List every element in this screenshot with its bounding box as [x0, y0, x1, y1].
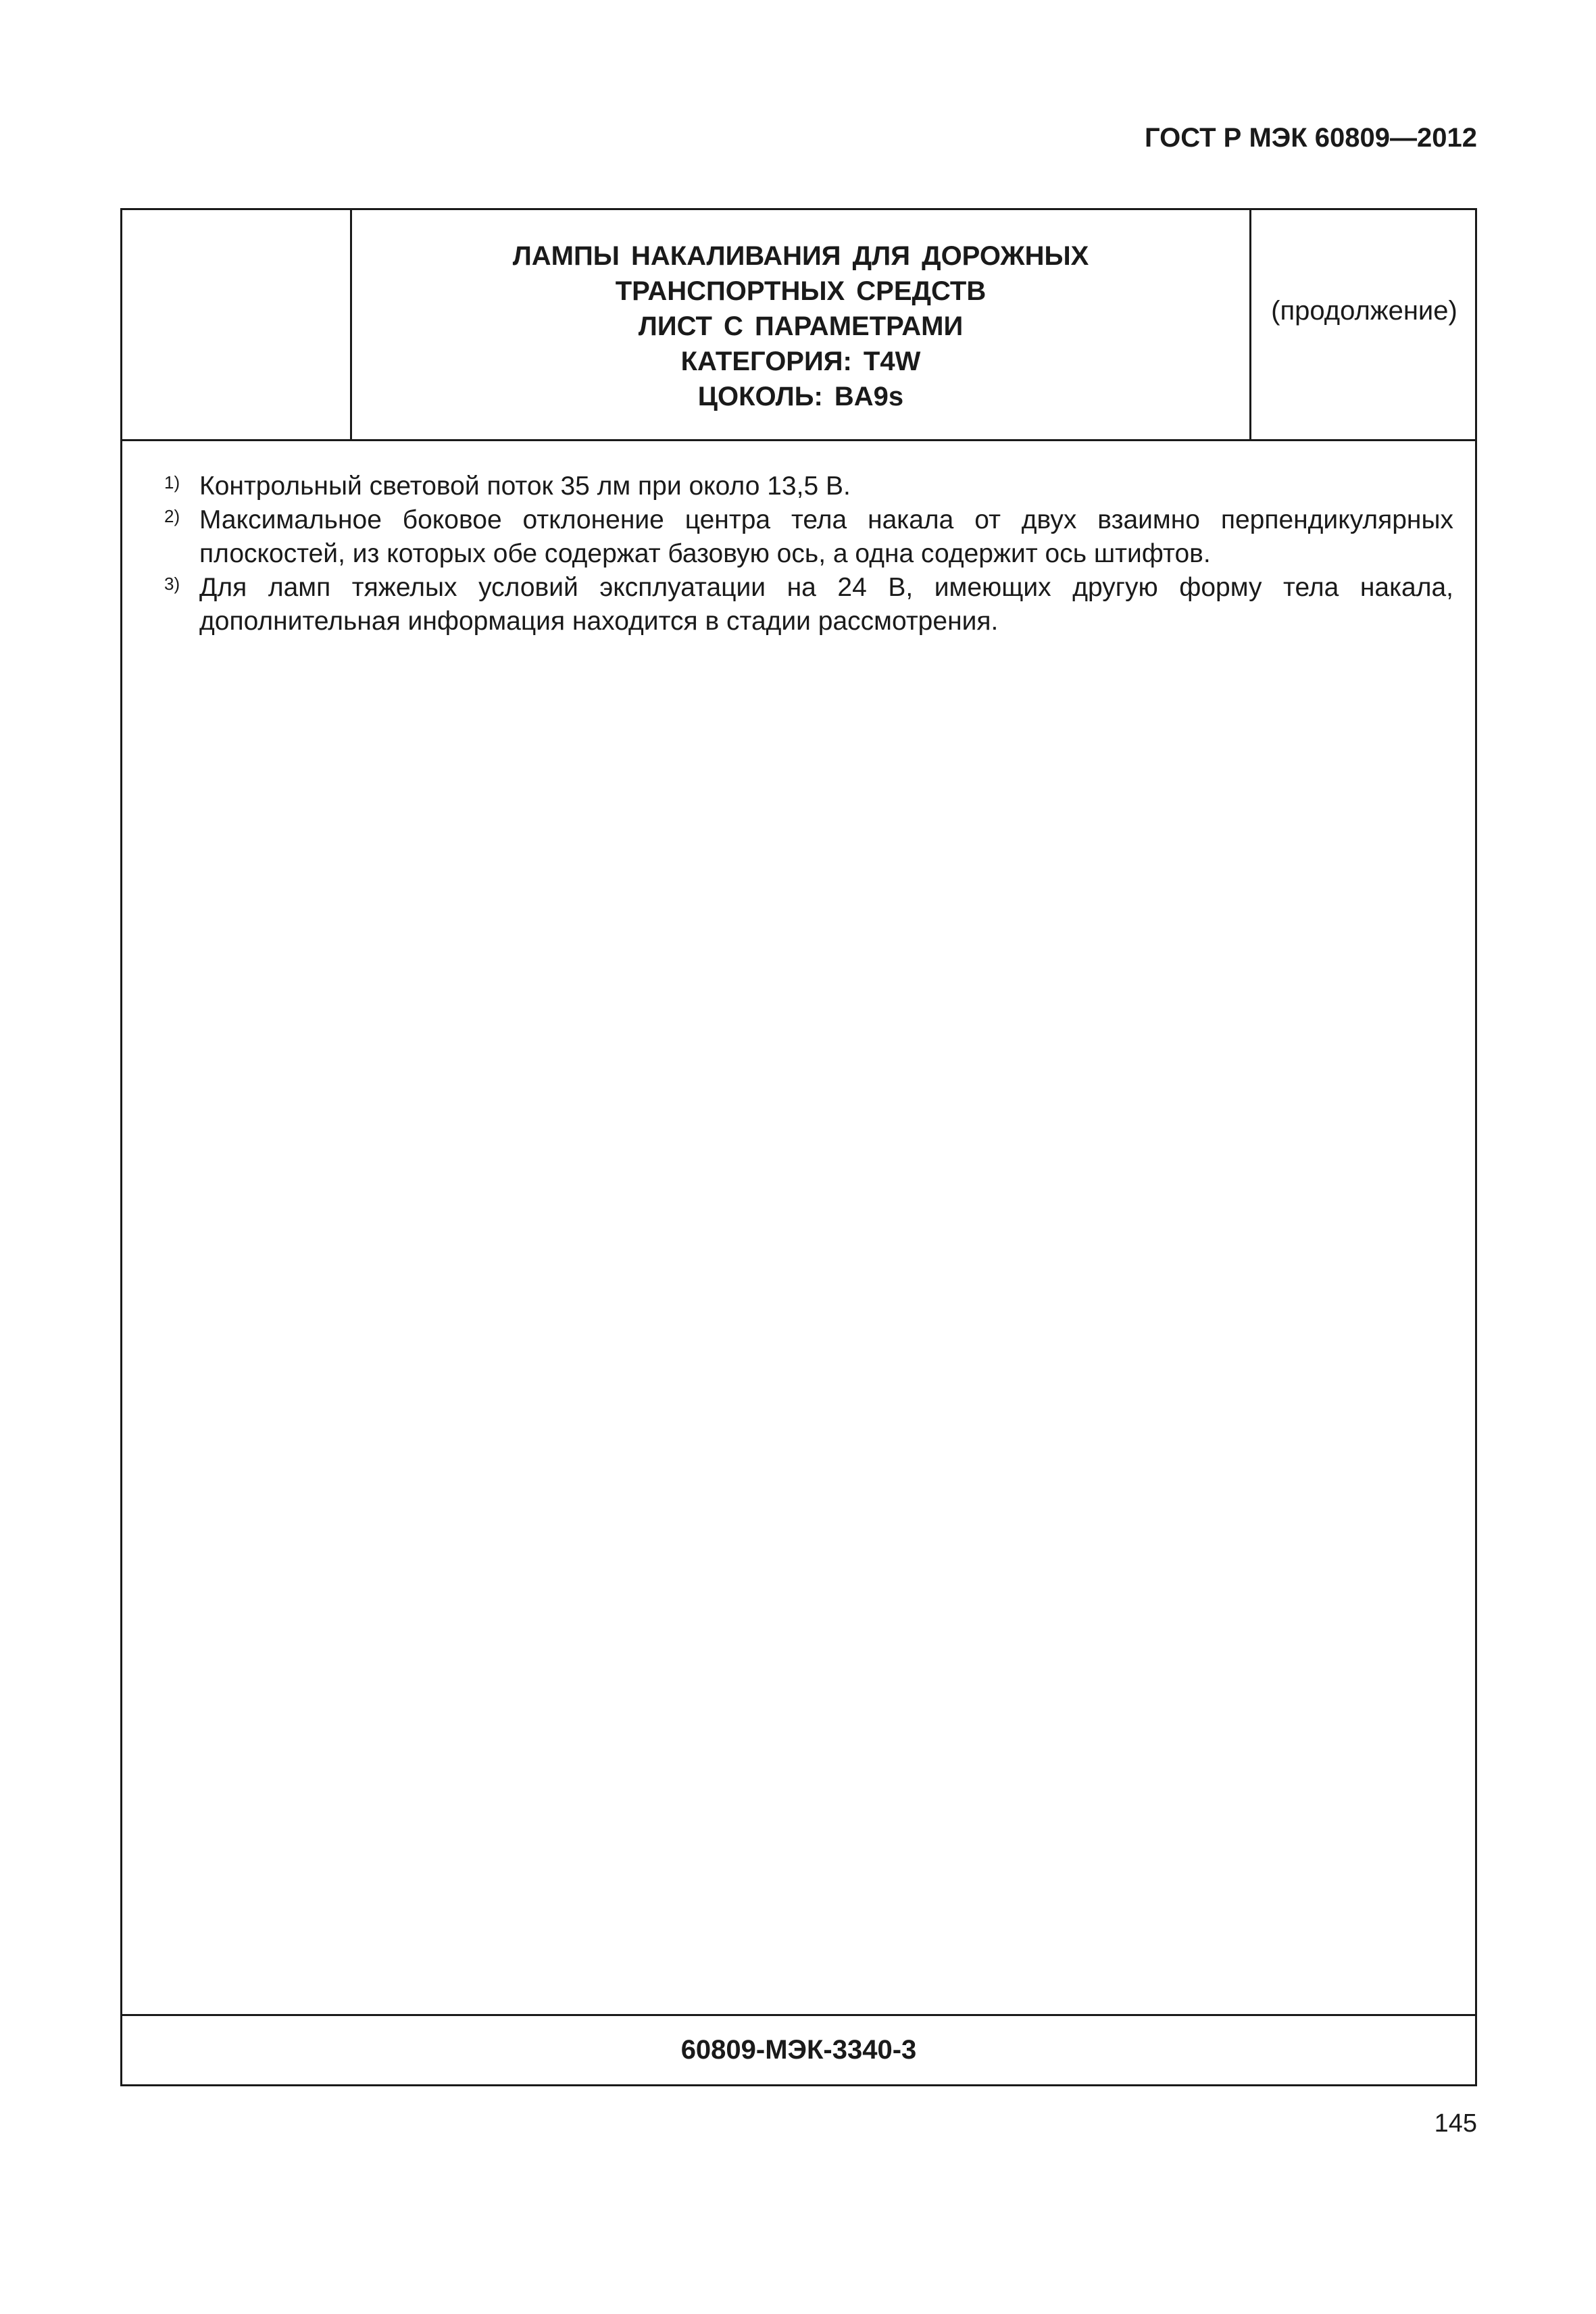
continuation-label: (продолжение) — [1249, 210, 1477, 439]
footnote-mark: 2) — [164, 506, 180, 526]
footnote-mark: 1) — [164, 472, 180, 493]
sheet-code: 60809-МЭК-3340-3 — [122, 2014, 1475, 2084]
sheet-title — [352, 210, 1249, 439]
footnotes — [143, 470, 1453, 638]
title-line: КАТЕГОРИЯ: T4W — [680, 346, 921, 376]
footnote — [143, 470, 1453, 503]
title-line: ТРАНСПОРТНЫХ СРЕДСТВ — [615, 276, 987, 306]
footnote-mark: 3) — [164, 574, 180, 594]
page-number: 145 — [1434, 2109, 1477, 2138]
footnote-text: Максимальное боковое отклонение центра тела накала от двух взаимно перпендикулярных плоскостей, из которых обе содержат базовую ось, а одна содержит ось штифтов. — [199, 505, 1453, 568]
parameter-sheet-frame — [120, 208, 1477, 2086]
footnote — [143, 571, 1453, 638]
title-line: ЛАМПЫ НАКАЛИВАНИЯ ДЛЯ ДОРОЖНЫХ — [512, 241, 1089, 271]
footnote-text: Контрольный световой поток 35 лм при около 13,5 В. — [199, 472, 851, 501]
footnote — [143, 503, 1453, 571]
title-line: ЦОКОЛЬ: BA9s — [697, 381, 904, 411]
sheet-header — [122, 210, 1475, 441]
standard-number: ГОСТ Р МЭК 60809—2012 — [1144, 123, 1477, 153]
title-line: ЛИСТ С ПАРАМЕТРАМИ — [638, 311, 964, 341]
footnote-text: Для ламп тяжелых условий эксплуатации на 24 В, имеющих другую форму тела накала, дополнительная информация находится в стадии рассмотрения. — [199, 573, 1453, 636]
header-empty-cell — [122, 210, 352, 439]
